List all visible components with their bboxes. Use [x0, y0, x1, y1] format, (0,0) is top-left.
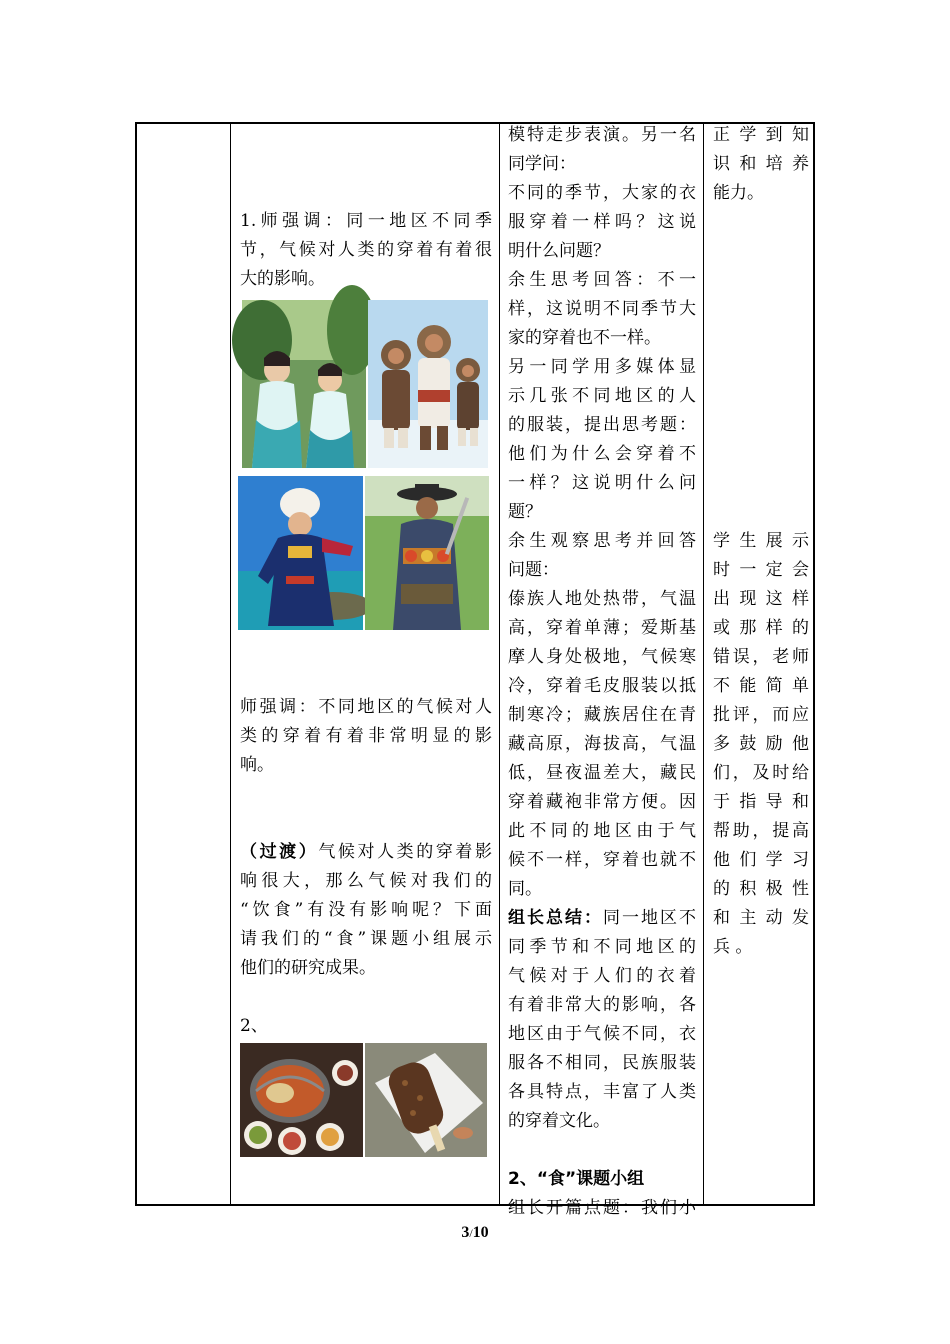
emphasis-line: 响。 — [240, 755, 274, 775]
page-number: 3/10 — [461, 1224, 489, 1241]
column-divider — [499, 124, 500, 1204]
text-line: 学生展示 — [713, 531, 809, 551]
text-line: 示几张不同地区的人 — [508, 386, 696, 406]
text-line: 错误，老师 — [713, 647, 809, 667]
transition-line: 请我们的“食”课题小组展示 — [240, 929, 492, 949]
summary-label: 组长总结： — [508, 908, 603, 928]
text-line: 明什么问题？ — [508, 241, 610, 261]
column-divider — [230, 124, 231, 1204]
text-line: 此不同的地区由于气 — [508, 821, 696, 841]
design-intent-cell — [713, 124, 809, 1204]
text-line: 一样？这说明什么问 — [508, 473, 696, 493]
eskimo-image — [368, 300, 488, 468]
text-line: 余生观察思考并回答 — [508, 531, 696, 551]
text-line: 兵 。 — [713, 937, 753, 957]
stage-cell — [137, 124, 230, 1204]
text-line: 制寒冷；藏族居住在青 — [508, 705, 696, 725]
tibetan-woman-image — [238, 476, 363, 630]
text-line: 服各不相同，民族服装 — [508, 1053, 696, 1073]
transition-line: （过渡）气候对人类的穿着影 — [240, 842, 493, 862]
hotpot-image — [240, 1043, 363, 1157]
emphasis-line: 师强调：不同地区的气候对人 — [240, 697, 492, 717]
student-activity-cell — [508, 124, 696, 1218]
text-line: 他们为什么会穿着不 — [508, 444, 696, 464]
student-lines-b — [508, 933, 696, 1136]
clothing-images-row-2 — [238, 476, 492, 630]
text-line: 识和培养 — [713, 154, 809, 174]
text-line: 们，及时给 — [713, 763, 809, 783]
text-line: 傣族人地处热带，气温 — [508, 589, 696, 609]
teacher-activity-cell — [240, 124, 492, 1204]
transition-line: 响很大，那么气候对我们的 — [240, 871, 492, 891]
transition-label: （过渡） — [240, 842, 319, 862]
text-line: 高，穿着单薄；爱斯基 — [508, 618, 696, 638]
text-line: 冷，穿着毛皮服装以抵 — [508, 676, 696, 696]
summary-line: 组长总结：同一地区不 — [508, 908, 696, 928]
text-line: 帮助，提高 — [713, 821, 809, 841]
text-line: 摩人身处极地，气候寒 — [508, 647, 696, 667]
text-line: 正学到知 — [713, 125, 809, 145]
text-line: 和主动发 — [713, 908, 809, 928]
student-lines-a — [508, 121, 696, 904]
food-images-row — [240, 1043, 492, 1157]
text-line: 模特走步表演。另一名 — [508, 125, 696, 145]
text-line: 余生思考回答：不一 — [508, 270, 696, 290]
text-line: 家的穿着也不一样。 — [508, 328, 661, 348]
food-group-heading: 2、“食”课题小组 — [508, 1169, 645, 1189]
text-line: 能力。 — [713, 183, 764, 203]
emphasis-line: 1.师强调：同一地区不同季 — [240, 211, 492, 231]
text-line: 多鼓励他 — [713, 734, 809, 754]
text-line: 批评，而应 — [713, 705, 809, 725]
text-line: 的积极性 — [713, 879, 809, 899]
transition-line: 他们的研究成果。 — [240, 958, 376, 978]
transition-line: “饮食”有没有影响呢？下面 — [240, 900, 492, 920]
text-line: 不能简单 — [713, 676, 809, 696]
text-line: 另一同学用多媒体显 — [508, 357, 696, 377]
dai-girls-image — [242, 300, 366, 468]
item-number: 2、 — [240, 1016, 268, 1036]
text-line: 的穿着文化。 — [508, 1111, 610, 1131]
intent-lines-a — [713, 121, 809, 208]
text-line: 同季节和不同地区的 — [508, 937, 696, 957]
text-line: 或那样的 — [713, 618, 809, 638]
text-line: 同学问： — [508, 154, 576, 174]
text-line: 于指导和 — [713, 792, 809, 812]
text-line: 题？ — [508, 502, 542, 522]
text-line: 候不一样，穿着也就不 — [508, 850, 696, 870]
text-line: 藏高原，海拔高，气温 — [508, 734, 696, 754]
text-line: 服穿着一样吗？这说 — [508, 212, 696, 232]
text-line: 有着非常大的影响，各 — [508, 995, 696, 1015]
column-divider — [703, 124, 704, 1204]
text-line: 他们学习 — [713, 850, 809, 870]
tibetan-man-image — [365, 476, 489, 630]
emphasis-line: 大的影响。 — [240, 269, 325, 289]
text-line: 出现这样 — [713, 589, 809, 609]
text-line: 同。 — [508, 879, 542, 899]
text-line: 样，这说明不同季节大 — [508, 299, 696, 319]
emphasis-line: 类的穿着有着非常明显的影 — [240, 726, 492, 746]
text-line: 不同的季节，大家的衣 — [508, 183, 696, 203]
text-line: 时一定会 — [713, 560, 809, 580]
lesson-table — [135, 122, 815, 1218]
text-line: 穿着藏袍非常方便。因 — [508, 792, 696, 812]
ice-cream-image — [365, 1043, 487, 1157]
clothing-images-row-1 — [242, 300, 492, 468]
text-line: 各具特点，丰富了人类 — [508, 1082, 696, 1102]
text-line: 问题： — [508, 560, 559, 580]
emphasis-line: 节，气候对人类的穿着有着很 — [240, 240, 492, 260]
text-line: 低，昼夜温差大，藏民 — [508, 763, 696, 783]
student-line: 组长开篇点题：我们小 — [508, 1198, 696, 1218]
intent-lines-b — [713, 527, 809, 962]
text-line: 气候对于人们的衣着 — [508, 966, 696, 986]
text-line: 地区由于气候不同，衣 — [508, 1024, 696, 1044]
text-line: 的服装，提出思考题： — [508, 415, 696, 435]
